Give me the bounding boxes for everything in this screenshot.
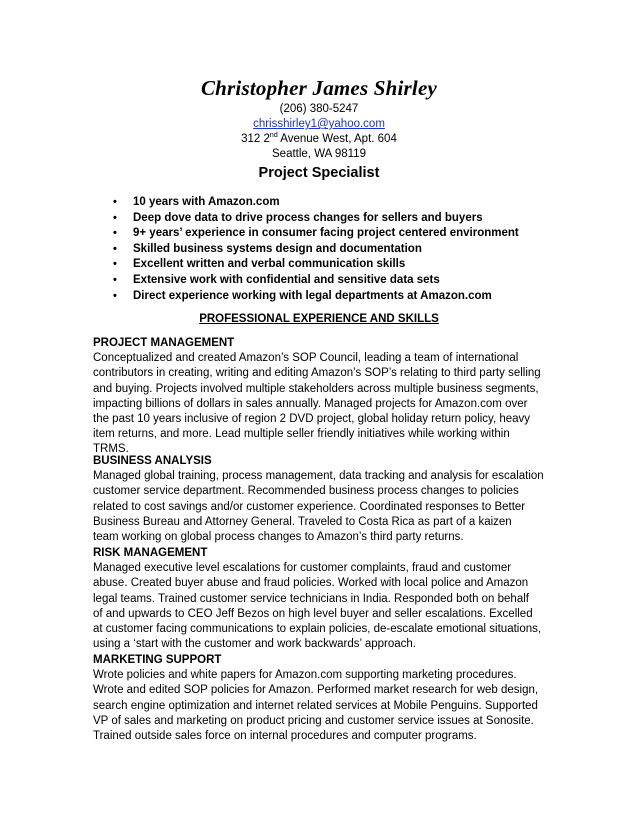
summary-bullet — [113, 289, 519, 305]
bullet-text: Deep dove data to drive process changes for sellers and buyers — [133, 211, 483, 224]
body-line: item returns, and more. Lead multiple seller friendly initiatives while working within — [93, 428, 510, 441]
body-line: Business Bureau and Attorney General. Traveled to Costa Rica as part of a kaizen — [93, 515, 512, 528]
bullet-icon: • — [113, 196, 117, 208]
summary-bullet — [113, 195, 519, 211]
body-line: of and upwards to CEO Jeff Bezos on high level buyer and seller escalations. Excelled — [93, 607, 533, 620]
city-state-zip: Seattle, WA 98119 — [272, 148, 366, 160]
section-project-management — [93, 336, 553, 458]
experience-section-heading: PROFESSIONAL EXPERIENCE AND SKILLS — [199, 313, 439, 325]
body-line: legal teams. Trained customer service technicians in India. Responded both on behalf — [93, 592, 529, 605]
phone-number: (206) 380-5247 — [279, 103, 359, 115]
bullet-icon: • — [113, 258, 117, 271]
body-line: TRMS. — [93, 443, 129, 456]
candidate-name: Christopher James Shirley — [200, 76, 438, 100]
address-number: 312 2 — [241, 133, 270, 145]
summary-bullet — [113, 273, 519, 289]
bullet-icon: • — [113, 227, 117, 240]
bullet-text: Skilled business systems design and documentation — [133, 242, 422, 255]
body-line: Managed global training, process management, data tracking and analysis for escalation — [93, 470, 544, 483]
body-line: impacting billions of dollars in sales annually. Managed projects for Amazon.com over — [93, 397, 528, 410]
body-line: VP of sales and marketing on product pricing and customer service issues at Sonosite. — [93, 714, 534, 727]
bullet-text: Direct experience working with legal departments at Amazon.com — [133, 289, 492, 302]
section-body — [93, 351, 553, 457]
section-body — [93, 561, 553, 652]
bullet-text: 9+ years’ experience in consumer facing project centered environment — [133, 227, 519, 240]
email-line — [0, 117, 638, 131]
summary-bullet — [113, 257, 519, 273]
body-line: at customer facing communications to explain policies, de-escalate emotional situations, — [93, 623, 542, 636]
body-line: Conceptualized and created Amazon’s SOP Council, leading a team of international — [93, 352, 519, 365]
body-line: search engine optimization and internet related services at Mobile Penguins. Supported — [93, 699, 538, 712]
street-address — [0, 132, 638, 146]
body-line: Trained outside sales force on internal procedures and computer programs. — [93, 730, 477, 743]
section-heading: MARKETING SUPPORT — [93, 654, 222, 666]
summary-bullet — [113, 211, 519, 227]
body-line: contributors in creating, writing and editing Amazon’s SOP’s relating to third party selling — [93, 367, 541, 380]
section-heading: PROJECT MANAGEMENT — [93, 337, 235, 349]
address-superscript: nd — [269, 132, 278, 139]
bullet-icon: • — [113, 242, 117, 255]
bullet-icon: • — [113, 211, 117, 224]
body-line: related to cost savings and/or customer experience. Coordinated responses to Better — [93, 500, 526, 513]
section-heading: RISK MANAGEMENT — [93, 547, 208, 559]
job-title: Project Specialist — [258, 165, 380, 181]
body-line: using a ‘start with the customer and work backwards’ approach. — [93, 638, 417, 651]
summary-bullet — [113, 226, 519, 242]
address-street: Avenue West, Apt. 604 — [277, 133, 397, 145]
section-body — [93, 668, 553, 744]
body-line: Wrote and edited SOP policies for Amazon. Performed market research for web design, — [93, 684, 539, 697]
section-heading: BUSINESS ANALYSIS — [93, 455, 212, 467]
section-business-analysis — [93, 454, 553, 545]
section-body — [93, 469, 553, 545]
section-marketing-support — [93, 653, 553, 744]
body-line: customer service department. Recommended business process changes to policies — [93, 485, 519, 498]
summary-bullet-list — [113, 195, 519, 304]
bullet-text: Extensive work with confidential and sensitive data sets — [133, 273, 440, 286]
bullet-text: 10 years with Amazon.com — [133, 196, 280, 208]
body-line: and buying. Projects involved multiple stakeholders across multiple business segments, — [93, 382, 539, 395]
bullet-icon: • — [113, 289, 117, 302]
body-line: abuse. Created buyer abuse and fraud policies. Worked with local police and Amazon — [93, 577, 529, 590]
bullet-text: Excellent written and verbal communication skills — [133, 258, 406, 271]
body-line: Wrote policies and white papers for Amazon.com supporting marketing procedures. — [93, 669, 517, 682]
body-line: Managed executive level escalations for customer complaints, fraud and customer — [93, 562, 512, 575]
summary-bullet — [113, 242, 519, 258]
section-risk-management — [93, 546, 553, 652]
bullet-icon: • — [113, 273, 117, 286]
email-link[interactable]: chrisshirley1@yahoo.com — [253, 118, 385, 130]
body-line: the past 10 years inclusive of region 2 DVD project, global holiday return policy, heavy — [93, 413, 531, 426]
body-line: team working on global process changes to Amazon’s third party returns. — [93, 531, 464, 544]
